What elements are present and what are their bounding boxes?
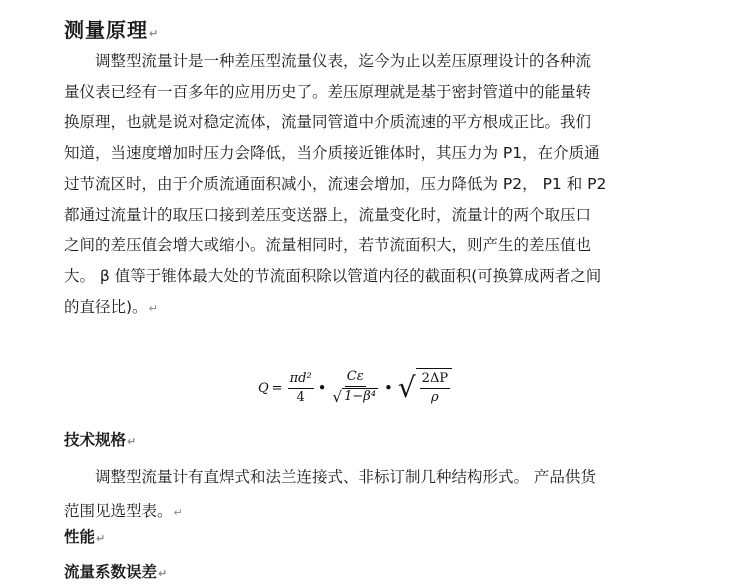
fraction-3-numerator: 2ΔP bbox=[420, 371, 450, 389]
radical-sign-icon: √ bbox=[332, 388, 343, 406]
sqrt-large bbox=[398, 368, 452, 408]
paragraph-mark-icon: ↵ bbox=[149, 27, 160, 40]
paragraph-line-last bbox=[64, 292, 644, 325]
paragraph-line-last bbox=[64, 494, 644, 530]
fraction-1-numerator: πd² bbox=[288, 371, 314, 389]
paragraph-line: 调整型流量计是一种差压型流量仪表，迄今为止以差压原理设计的各种流 bbox=[95, 52, 592, 70]
paragraph-mark-icon: ↵ bbox=[173, 506, 183, 519]
sqrt-small bbox=[333, 388, 378, 405]
section-heading-flow-coefficient-error bbox=[64, 560, 167, 582]
formula-fraction-2 bbox=[331, 369, 380, 407]
formula-dot: • bbox=[317, 379, 327, 397]
radical-sign-icon: √ bbox=[397, 371, 416, 404]
paragraph-mark-icon: ↵ bbox=[96, 532, 106, 545]
heading-text: 流量系数误差 bbox=[64, 563, 158, 581]
paragraph-line: 之间的差压值会增大或缩小。流量相同时，若节流面积大，则产生的差压值也 bbox=[64, 236, 592, 255]
sqrt-small-content: 1−β⁴ bbox=[344, 389, 376, 404]
sqrt-large-content bbox=[416, 368, 452, 408]
paragraph-line-text: 的直径比)。 bbox=[64, 297, 148, 316]
formula-equals: = bbox=[271, 380, 283, 396]
formula-fraction-1 bbox=[288, 371, 314, 406]
fraction-1-denominator: 4 bbox=[296, 389, 305, 405]
paragraph-line: 过节流区时，由于介质流通面积减小，流速会增加，压力降低为 P2， P1 和 P2 bbox=[64, 174, 607, 193]
formula-lhs: Q bbox=[258, 380, 269, 396]
section-heading-specifications bbox=[64, 428, 136, 450]
heading-text: 性能 bbox=[64, 528, 96, 546]
paragraph-line: 都通过流量计的取压口接到差压变送器上，流量变化时，流量计的两个取压口 bbox=[64, 205, 592, 224]
paragraph-line: 换原理，也就是说对稳定流体，流量同管道中介质流速的平方根成正比。我们 bbox=[64, 113, 592, 132]
formula-fraction-3 bbox=[420, 371, 450, 406]
section-heading-measurement-principle bbox=[64, 14, 159, 43]
principle-paragraph bbox=[64, 46, 644, 324]
specifications-paragraph bbox=[64, 460, 644, 530]
section-heading-performance bbox=[64, 525, 105, 547]
paragraph-line-text: 范围见选型表。 bbox=[64, 502, 173, 520]
flow-formula bbox=[258, 364, 452, 412]
paragraph-line: 量仪表已经有一百多年的应用历史了。差压原理就是基于密封管道中的能量转 bbox=[64, 82, 592, 101]
paragraph-line: 知道，当速度增加时压力会降低，当介质接近锥体时，其压力为 P1，在介质通 bbox=[64, 144, 600, 163]
paragraph-mark-icon: ↵ bbox=[158, 567, 168, 580]
paragraph-mark-icon: ↵ bbox=[148, 301, 158, 315]
fraction-2-numerator: Cε bbox=[345, 369, 366, 387]
paragraph-line: 调整型流量计有直焊式和法兰连接式、非标订制几种结构形式。 产品供货 bbox=[95, 468, 596, 486]
formula-dot: • bbox=[383, 379, 393, 397]
fraction-2-denominator bbox=[331, 387, 380, 407]
heading-text: 技术规格 bbox=[64, 431, 127, 449]
paragraph-mark-icon: ↵ bbox=[127, 435, 137, 448]
paragraph-line: 大。 β 值等于锥体最大处的节流面积除以管道内径的截面积(可换算成两者之间 bbox=[64, 266, 602, 285]
heading-text: 测量原理 bbox=[64, 18, 148, 42]
fraction-3-denominator: ρ bbox=[431, 390, 439, 405]
